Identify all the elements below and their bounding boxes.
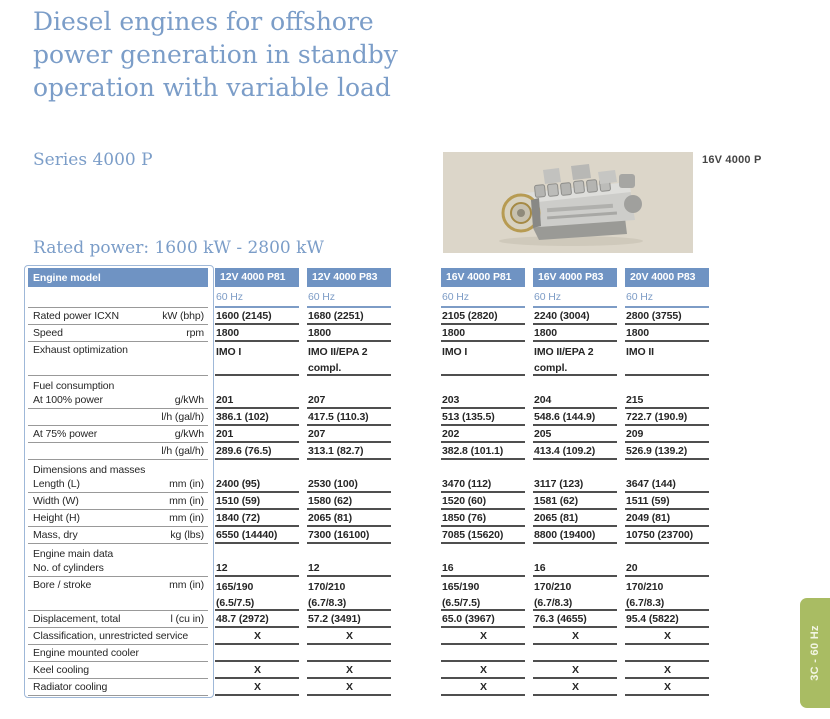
value-cell: 386.1 (102) [215,409,299,426]
row-label [28,342,208,376]
value-cell: 313.1 (82.7) [307,443,391,460]
value-cell: X [215,662,299,679]
value-cell: 1840 (72) [215,510,299,527]
value-line-2: (6.7/8.3) [534,597,573,609]
row-label [28,493,208,510]
value-cell: X [625,679,709,696]
row-unit: rpm [186,327,204,339]
row-unit: mm (in) [169,512,204,524]
value-cell: 12 [307,560,391,577]
value-cell: 10750 (23700) [625,527,709,544]
row-unit: l/h (gal/h) [161,445,204,457]
value-cell [625,577,709,611]
value-cell: X [441,662,525,679]
value-cell: 1581 (62) [533,493,617,510]
row-label [28,325,208,342]
value-cell: 1850 (76) [441,510,525,527]
row-label-text: Width (W) [33,495,79,507]
value-cell: 289.6 (76.5) [215,443,299,460]
value-cell: 12 [215,560,299,577]
row-unit: mm (in) [169,478,204,490]
value-line-1: 165/190 [442,581,480,593]
table-row [28,460,710,476]
value-cell: 7085 (15620) [441,527,525,544]
row-label-text: Fuel consumption [33,379,115,392]
row-unit: kg (lbs) [170,529,204,541]
value-cell: 1800 [441,325,525,342]
table-row [28,510,710,527]
value-cell: 203 [441,392,525,409]
title-line-3: operation with variable load [33,73,391,102]
table-row [28,679,710,696]
row-label [28,544,208,560]
table-row [28,476,710,493]
value-line-1: IMO II/EPA 2 [534,346,594,358]
table-row [28,611,710,628]
row-label-text: Bore / stroke [33,579,92,591]
table-row [28,527,710,544]
value-line-2 [442,360,525,361]
value-cell [533,645,617,662]
row-label-text: Length (L) [33,478,80,490]
value-cell: 722.7 (190.9) [625,409,709,426]
value-cell: 65.0 (3967) [441,611,525,628]
row-label-text: At 75% power [33,428,98,440]
value-cell: X [533,662,617,679]
value-cell: 201 [215,392,299,409]
value-cell: 382.8 (101.1) [441,443,525,460]
value-cell: X [215,679,299,696]
value-cell: 1520 (60) [441,493,525,510]
engine-photo [443,152,693,253]
value-cell: 20 [625,560,709,577]
row-label [28,662,208,679]
value-cell: 1510 (59) [215,493,299,510]
value-cell: X [533,679,617,696]
row-label [28,308,208,325]
row-label-text: Engine mounted cooler [33,647,139,659]
frequency-cell: 60 Hz [441,289,525,308]
table-row [28,308,710,325]
row-unit: l (cu in) [170,613,204,625]
engine-illustration [443,152,693,253]
value-cell: X [441,628,525,645]
table-row [28,325,710,342]
value-cell [625,342,709,376]
value-cell: 1800 [533,325,617,342]
value-cell: 2530 (100) [307,476,391,493]
frequency-cell: 60 Hz [533,289,617,308]
frequency-row [28,289,710,308]
value-cell: 1680 (2251) [307,308,391,325]
value-cell: X [307,628,391,645]
photo-caption: 16V 4000 P [702,154,762,166]
value-cell: 16 [441,560,525,577]
row-label-text: Radiator cooling [33,681,108,693]
frequency-cell: 60 Hz [625,289,709,308]
table-row [28,544,710,560]
value-cell: 6550 (14440) [215,527,299,544]
row-label [28,476,208,493]
column-header: 16V 4000 P81 [441,268,525,287]
value-cell: X [307,679,391,696]
value-cell: 209 [625,426,709,443]
value-cell: X [533,628,617,645]
table-row [28,628,710,645]
page-title [33,5,398,104]
value-line-1: 170/210 [534,581,572,593]
row-label [28,409,208,426]
value-cell: X [625,628,709,645]
value-cell: 417.5 (110.3) [307,409,391,426]
value-cell [215,577,299,611]
value-cell: X [215,628,299,645]
row-label [28,628,208,645]
value-cell [441,342,525,376]
value-cell: X [625,662,709,679]
table-row [28,342,710,376]
column-header: 12V 4000 P81 [215,268,299,287]
value-line-1: 170/210 [626,581,664,593]
column-header: 20V 4000 P83 [625,268,709,287]
value-cell: 207 [307,392,391,409]
value-line-2: compl. [534,362,568,374]
table-row [28,376,710,392]
value-cell [307,645,391,662]
row-label [28,426,208,443]
value-cell: 513 (135.5) [441,409,525,426]
table-rows [28,268,710,696]
row-label-text: Exhaust optimization [33,344,128,356]
row-label [28,510,208,527]
section-tab-label: 3C - 60 Hz [809,625,822,681]
row-label [28,460,208,476]
value-cell: 1511 (59) [625,493,709,510]
value-cell: 1800 [625,325,709,342]
row-unit: l/h (gal/h) [161,411,204,423]
value-cell: 2065 (81) [307,510,391,527]
row-label-text: Displacement, total [33,613,121,625]
section-tab[interactable] [800,598,830,708]
row-label [28,679,208,696]
table-row [28,645,710,662]
row-label [28,577,208,611]
value-cell: 2400 (95) [215,476,299,493]
row-label-text: Height (H) [33,512,80,524]
row-label [28,392,208,409]
row-unit: kW (bhp) [162,310,204,322]
value-line-2 [626,360,709,361]
value-cell: 3117 (123) [533,476,617,493]
table-row [28,493,710,510]
value-cell: 548.6 (144.9) [533,409,617,426]
value-cell: 204 [533,392,617,409]
table-row [28,392,710,409]
value-line-1: IMO II [626,346,654,358]
row-label-text: Speed [33,327,63,339]
value-cell: 207 [307,426,391,443]
row-unit: mm (in) [169,495,204,507]
table-row [28,662,710,679]
column-header: 12V 4000 P83 [307,268,391,287]
value-cell: 2065 (81) [533,510,617,527]
row-label [28,289,208,308]
value-cell [533,577,617,611]
value-cell: 2240 (3004) [533,308,617,325]
row-unit: g/kWh [174,428,204,440]
value-cell [215,645,299,662]
value-line-2: compl. [308,362,342,374]
title-line-2: power generation in standby [33,40,398,69]
table-row [28,409,710,426]
table-row [28,443,710,460]
value-cell: 48.7 (2972) [215,611,299,628]
value-cell: 7300 (16100) [307,527,391,544]
value-cell: 95.4 (5822) [625,611,709,628]
value-cell [625,645,709,662]
row-unit: mm (in) [169,579,204,591]
value-line-1: 170/210 [308,581,346,593]
value-cell: 205 [533,426,617,443]
value-cell: 8800 (19400) [533,527,617,544]
value-cell: 413.4 (109.2) [533,443,617,460]
value-cell: 1800 [215,325,299,342]
frequency-cell: 60 Hz [307,289,391,308]
value-cell [533,342,617,376]
table-row [28,426,710,443]
value-cell: 1580 (62) [307,493,391,510]
table-row [28,577,710,611]
value-cell [215,342,299,376]
value-cell: 201 [215,426,299,443]
row-label-text: Dimensions and masses [33,463,146,476]
value-line-2: (6.5/7.5) [216,597,255,609]
table-row [28,560,710,577]
value-cell: 1600 (2145) [215,308,299,325]
value-cell: 215 [625,392,709,409]
value-cell: 526.9 (139.2) [625,443,709,460]
title-line-1: Diesel engines for offshore [33,7,374,36]
value-cell [441,577,525,611]
row-label-text: Keel cooling [33,664,90,676]
spec-table [28,268,710,696]
value-cell: 3470 (112) [441,476,525,493]
row-label-text: Mass, dry [33,529,78,541]
value-cell: 202 [441,426,525,443]
row-unit: g/kWh [174,394,204,406]
value-line-1: 165/190 [216,581,254,593]
value-line-2: (6.7/8.3) [308,597,347,609]
value-cell [441,645,525,662]
row-label [28,527,208,544]
value-line-2: (6.7/8.3) [626,597,665,609]
value-cell [307,577,391,611]
row-label [28,611,208,628]
rated-power-line: Rated power: 1600 kW - 2800 kW [33,238,324,258]
row-label-text: Engine main data [33,547,114,560]
row-label [28,560,208,577]
row-label-text: No. of cylinders [33,562,104,574]
value-cell: 1800 [307,325,391,342]
row-label-text: Classification, unrestricted service [33,630,189,642]
value-cell: 3647 (144) [625,476,709,493]
value-cell: 2800 (3755) [625,308,709,325]
row-label [28,645,208,662]
table-header-row [28,268,710,289]
row-label [28,443,208,460]
value-cell: 57.2 (3491) [307,611,391,628]
row-label-text: At 100% power [33,394,103,406]
value-line-1: IMO I [442,346,468,358]
row-label [28,376,208,392]
value-line-2 [216,360,299,361]
column-header: 16V 4000 P83 [533,268,617,287]
value-line-1: IMO II/EPA 2 [308,346,368,358]
value-cell: 76.3 (4655) [533,611,617,628]
value-cell: 2049 (81) [625,510,709,527]
row-label-text: Rated power ICXN [33,310,119,322]
value-cell: 16 [533,560,617,577]
value-cell: 2105 (2820) [441,308,525,325]
value-cell: X [441,679,525,696]
value-cell: X [307,662,391,679]
series-label: Series 4000 P [33,150,153,170]
frequency-cell: 60 Hz [215,289,299,308]
engine-model-header: Engine model [28,268,208,287]
value-line-2: (6.5/7.5) [442,597,481,609]
value-cell [307,342,391,376]
value-line-1: IMO I [216,346,242,358]
